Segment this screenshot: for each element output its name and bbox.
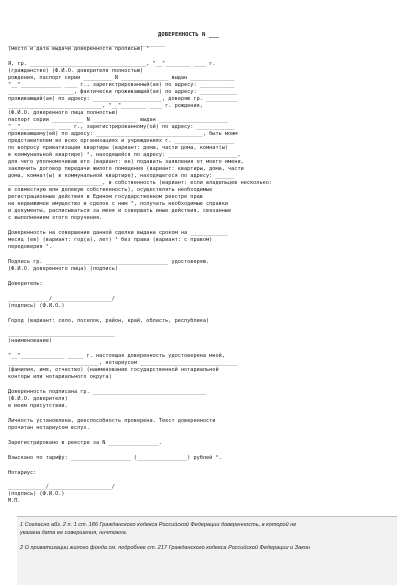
authority-text-line: представителем во всех организациях и учреждениях г. ___________________ — [8, 138, 235, 144]
principal-actual-address-line: _____________________, фактически проживающий(ая) по адресу: ____________ — [8, 89, 238, 95]
principal-signature-line: _____________/___________________/ — [8, 296, 115, 302]
authority-text-line: в коммунальной квартире) ², находящейся по адресу: ______________________, — [8, 152, 241, 158]
tariff-line: Взыскано по тарифу: ___________________ (________________) рублей ⁶. — [8, 455, 222, 461]
footnotes-divider — [17, 516, 397, 517]
signed-by-line: Доверенность подписана гр. ____________________________________ — [8, 389, 207, 395]
authority-text-line: для чего уполномочиваю его (вариант: ее) подавать заявления от моего имени, — [8, 159, 244, 165]
signature-certify-line: Подпись гр. _______________________________________ удостоверяю. — [8, 259, 210, 265]
signature-certify-caption: (Ф.И.О. доверенного лица) (подпись) — [8, 266, 119, 272]
notary-signature-line: ____________/____________________/ — [8, 484, 115, 490]
authority-text-line: регистрационные действия в Едином государственном реестре прав — [8, 194, 203, 200]
authority-text-line: дома, комнат(ы) в коммунальной квартире), находящегося по адресу: ______ — [8, 173, 235, 179]
principal-line: Я, гр. _____________________________________, "__"________ ____ г. — [8, 61, 216, 67]
principal-label: Доверитель: — [8, 281, 43, 287]
place-date-line: __________________________________________________ — [8, 41, 166, 47]
principal-caption: (гражданство) (Ф.И.О. доверителя полностью) — [8, 68, 144, 74]
principal-passport-line: рождения, паспорт серии _________ N _______________ выдан ______________ — [8, 75, 235, 81]
registry-line: Зарегистрировано в реестре за N ________________. — [8, 440, 163, 446]
representative-residence-line: проживающему(ей) по адресу: __________________________________, быть моим — [8, 131, 238, 137]
footnote-2: 2 О приватизации жилого фонда см. подробнее ст. 217 Гражданского кодекса Российской Федерации и Закон — [20, 545, 310, 551]
term-line: передоверия ⁵. — [8, 244, 53, 250]
seal-mark: М.П. — [8, 498, 21, 504]
notary-name-caption: (фамилия, имя, отчество) (наименование государственной нотариальной — [8, 367, 219, 373]
identity-line: прочитан нотариусом вслух. — [8, 425, 90, 431]
authority-text-line: по вопросу приватизации квартиры (вариант: дома, части дома, комнат(ы) — [8, 145, 229, 151]
term-line: месяц (ев) (вариант: год(а), лет) ⁴ без права (вариант: с правом) — [8, 237, 213, 243]
notary-name-caption: конторы или нотариального округа) — [8, 374, 112, 380]
authority-text-line: на недвижимое имущество и сделок с ним ³, получать необходимые справки — [8, 201, 229, 207]
document-title: ДОВЕРЕННОСТЬ N ___ — [158, 32, 219, 38]
principal-registration-line: "__"_____________ ____ г., зарегистрированный(ая) по адресу: ___________ — [8, 82, 235, 88]
authority-text-line: в совместную или долевую собственность), осуществлять необходимые — [8, 187, 213, 193]
authority-text-line: и документы, расписываться за меня и совершать иные действия, связанные — [8, 208, 232, 214]
term-line: Доверенность на совершение данной сделки выдана сроком на ____________ — [8, 230, 229, 236]
signed-by-caption: (Ф.И.О. доверителя) — [8, 396, 68, 402]
authority-text-line: с выполнением этого поручения. — [8, 215, 103, 221]
footnote-1-continued: указана дата ее совершения, ничтожна. — [20, 530, 128, 536]
principal-signature-caption: (подпись) (Ф.И.О.) — [8, 303, 65, 309]
notary-certify-line: "__"______________ _____ г. настоящая доверенность удостоверена мной, — [8, 353, 225, 359]
authority-text-line: ______________________________, в собственность (вариант: если владельцев несколько: — [8, 180, 273, 186]
principal-residence-line: проживающий(ая) по адресу: ______________________, доверяю гр. __________ — [8, 96, 238, 102]
notary-signature-caption: (подпись) (Ф.И.О.) — [8, 491, 65, 497]
representative-passport-line: паспорт серии __________ N ______________ выдан ______________________ — [8, 117, 229, 123]
presence-line: в моем присутствии. — [8, 403, 68, 409]
place-date-caption: (место и дата выдачи доверенности прописью) ¹ — [8, 46, 150, 52]
representative-caption: (Ф.И.О. доверенного лица полностью) — [8, 110, 119, 116]
city-name-caption: (наименование) — [8, 338, 53, 344]
footnote-1: 1 Согласно абз. 2 п. 1 ст. 186 Гражданского кодекса Российской Федерации доверенность, в которой не — [20, 522, 297, 528]
representative-registration-line: "__"___________ ____ г., зарегистрированному(ой) по адресу: ____________ — [8, 124, 235, 130]
representative-line: ______________________________, "__"________ ____ г. рождения, — [8, 103, 203, 109]
authority-text-line: заключить договор передачи жилого помещения (вариант: квартиры, дома, части — [8, 166, 244, 172]
notary-label: Нотариус: — [8, 470, 37, 476]
notary-name-line: _____________________________, нотариусом _______________________________ — [8, 360, 238, 366]
city-line: Город (вариант: село, поселок, район, край, область, республика) — [8, 318, 210, 324]
city-name-line: __________________________________ — [8, 331, 115, 337]
identity-line: Личность установлена, дееспособность проверена. Текст доверенности — [8, 418, 216, 424]
